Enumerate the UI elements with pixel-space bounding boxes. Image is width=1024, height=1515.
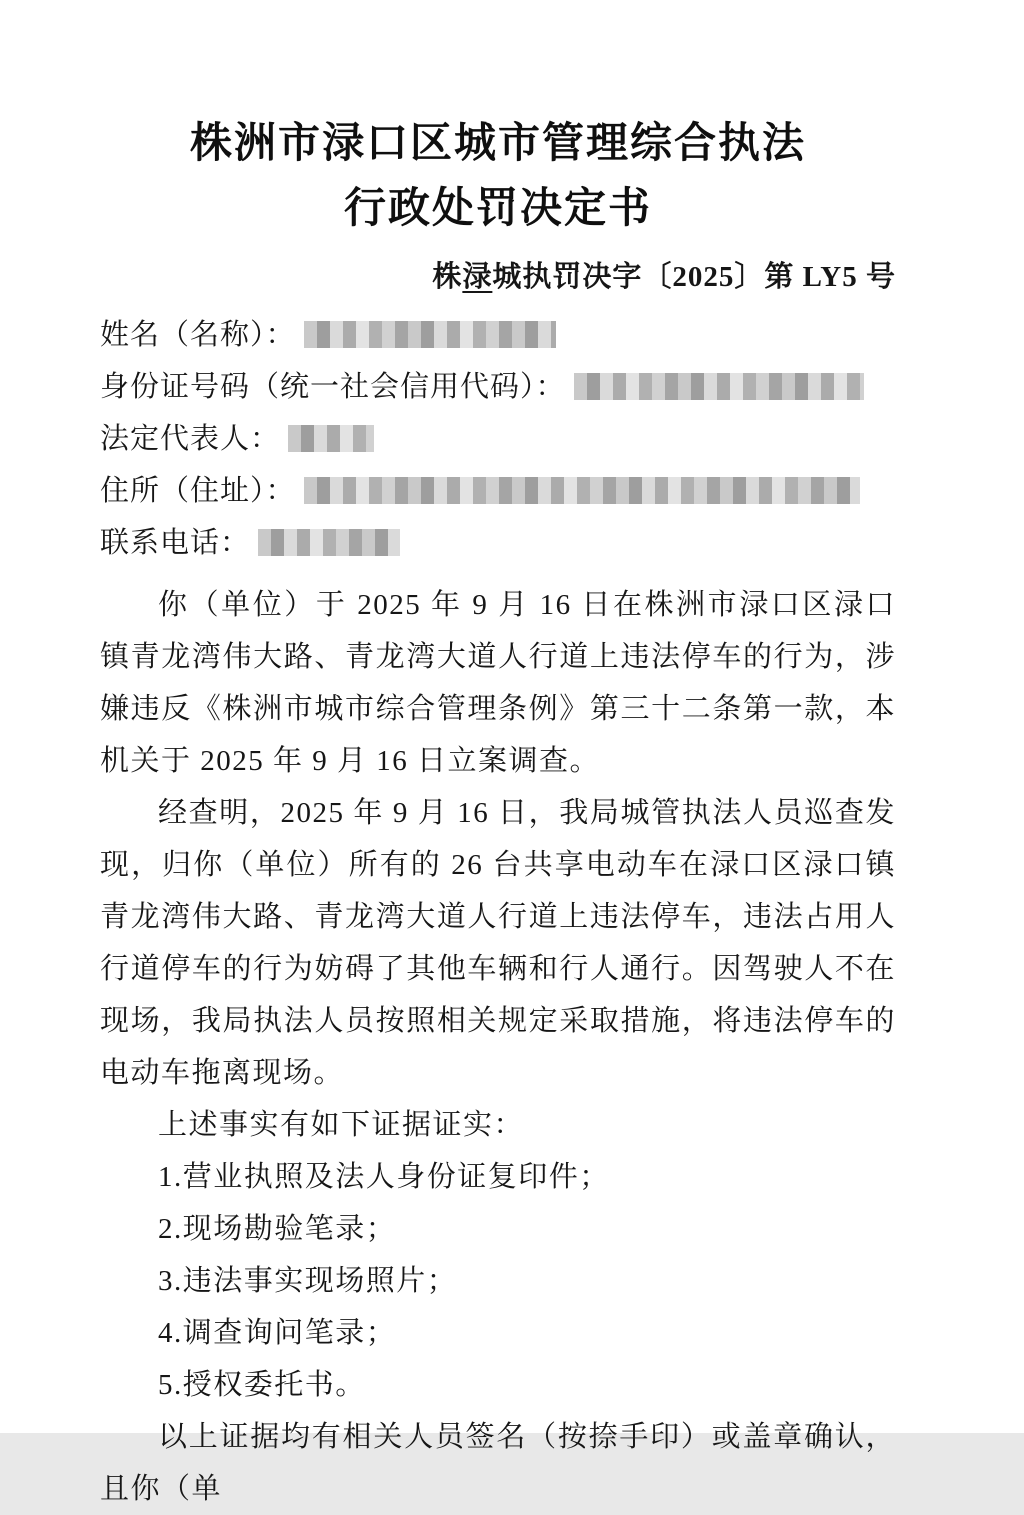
field-row-phone — [100, 517, 896, 569]
document-title-line2: 行政处罚决定书 — [343, 186, 652, 233]
legal-representative-redacted-value — [288, 425, 374, 452]
phone-field-label: 联系电话： — [100, 527, 251, 560]
field-row-id-number — [100, 361, 896, 413]
evidence-item-1: 1.营业执照及法人身份证复印件； — [158, 1161, 610, 1194]
name-field-label: 姓名（名称）： — [100, 319, 296, 352]
phone-redacted-value — [258, 529, 400, 556]
document-number-prefix: 株 — [432, 261, 463, 294]
paragraph-investigation-findings: 经查明，2025 年 9 月 16 日，我局城管执法人员巡查发现，归你（单位）所有的 26 台共享电动车在渌口区渌口镇青龙湾伟大路、青龙湾大道人行道上违法停车，违法占用人行道停车的行为妨碍了其他车辆和行人通行。因驾驶人不在现场，我局执法人员按照相关规定采取措施，将违法停车的电动车拖离现场。 — [100, 797, 896, 1090]
id-number-field-label: 身份证号码（统一社会信用代码）： — [100, 371, 566, 404]
evidence-item-3: 3.违法事实现场照片； — [158, 1265, 458, 1298]
id-number-redacted-value — [574, 373, 864, 400]
party-info-fields — [100, 309, 896, 569]
document-number — [100, 254, 896, 295]
document-title-line1: 株洲市渌口区城市管理综合执法 — [189, 121, 806, 167]
evidence-confirmation-line-truncated: 以上证据均有相关人员签名（按捺手印）或盖章确认，且你（单 — [100, 1421, 896, 1506]
address-redacted-value — [304, 477, 860, 504]
evidence-item-5: 5.授权委托书。 — [158, 1369, 366, 1402]
document-body — [100, 579, 896, 1515]
paragraph-violation-facts: 你（单位）于 2025 年 9 月 16 日在株洲市渌口区渌口镇青龙湾伟大路、青龙湾大道人行道上违法停车的行为，涉嫌违反《株洲市城市综合管理条例》第三十二条第一款，本机关于 2025 年 9 月 16 日立案调查。 — [100, 589, 896, 778]
document-number-underlined-char: 渌 — [462, 261, 493, 294]
address-field-label: 住所（住址）： — [100, 475, 296, 508]
evidence-item-2: 2.现场勘验笔录； — [158, 1213, 397, 1246]
document-number-suffix: 城执罚决字〔2025〕第 LY5 号 — [492, 261, 896, 294]
field-row-legal-representative — [100, 413, 896, 465]
evidence-item-4: 4.调查询问笔录； — [158, 1317, 397, 1350]
evidence-intro-line: 上述事实有如下证据证实： — [158, 1109, 525, 1142]
field-row-name — [100, 309, 896, 361]
field-row-address — [100, 465, 896, 517]
legal-representative-field-label: 法定代表人： — [100, 423, 281, 456]
document-title — [100, 112, 896, 242]
name-redacted-value — [304, 321, 556, 348]
